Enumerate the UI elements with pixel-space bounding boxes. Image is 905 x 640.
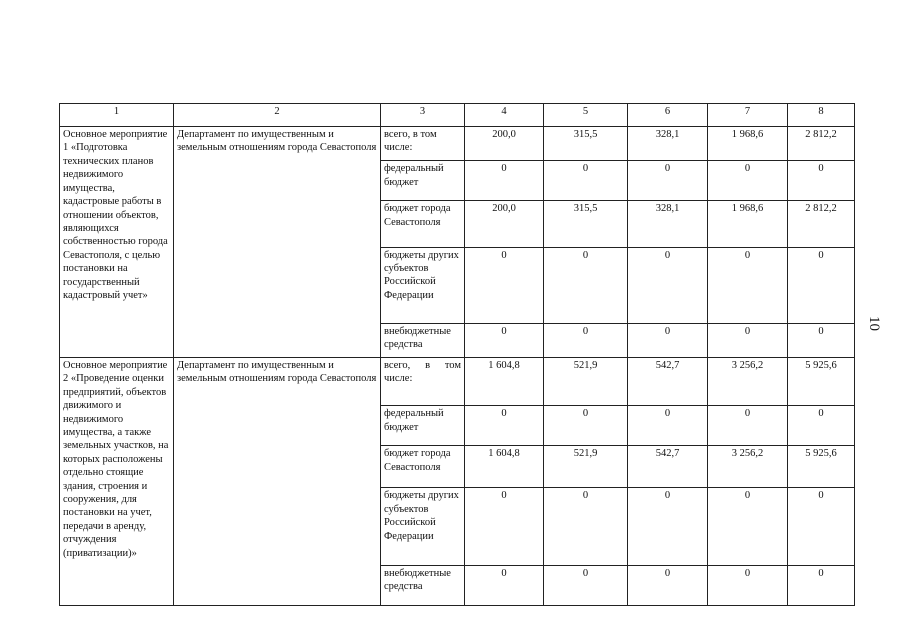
value-cell: 0 [544, 488, 628, 565]
value-cell: 542,7 [628, 446, 708, 488]
column-header: 1 [60, 104, 174, 127]
value-cell: 0 [544, 406, 628, 446]
column-header: 2 [174, 104, 381, 127]
value-cell: 0 [708, 247, 788, 323]
value-cell: 521,9 [544, 357, 628, 405]
value-cell: 0 [544, 161, 628, 201]
value-cell: 0 [708, 323, 788, 357]
value-cell: 0 [544, 247, 628, 323]
executor: Департамент по имущественным и земельным отношениям города Севастополя [174, 127, 381, 358]
value-cell: 0 [465, 488, 544, 565]
budget-table [59, 103, 855, 606]
value-cell: 0 [788, 323, 855, 357]
value-cell: 0 [465, 323, 544, 357]
value-cell: 0 [628, 488, 708, 565]
value-cell: 0 [628, 406, 708, 446]
header-row [60, 104, 855, 127]
funding-source: федеральный бюджет [381, 161, 465, 201]
value-cell: 0 [465, 565, 544, 605]
value-cell: 0 [788, 406, 855, 446]
value-cell: 315,5 [544, 201, 628, 247]
funding-source: внебюджетные средства [381, 565, 465, 605]
value-cell: 315,5 [544, 127, 628, 161]
funding-source: всего, в том числе: [381, 127, 465, 161]
value-cell: 0 [788, 565, 855, 605]
funding-source: всего, в том числе: [381, 357, 465, 405]
page-number: 10 [866, 316, 882, 331]
column-header: 8 [788, 104, 855, 127]
column-header: 5 [544, 104, 628, 127]
value-cell: 1 968,6 [708, 201, 788, 247]
funding-source: бюджет города Севастополя [381, 201, 465, 247]
value-cell: 2 812,2 [788, 201, 855, 247]
value-cell: 3 256,2 [708, 357, 788, 405]
value-cell: 200,0 [465, 127, 544, 161]
value-cell: 1 604,8 [465, 357, 544, 405]
table-row [60, 127, 855, 161]
value-cell: 0 [708, 488, 788, 565]
value-cell: 0 [708, 565, 788, 605]
value-cell: 0 [544, 565, 628, 605]
activity-name: Основное мероприятие 1 «Подготовка технических планов недвижимого имущества, кадастровые работы в отношении объектов, являющихся собственностью города Севастополя, с целью постановки на государственный кадастровый учет» [60, 127, 174, 358]
value-cell: 0 [788, 247, 855, 323]
funding-source: внебюджетные средства [381, 323, 465, 357]
value-cell: 200,0 [465, 201, 544, 247]
funding-source: бюджеты других субъектов Российской Федерации [381, 488, 465, 565]
column-header: 7 [708, 104, 788, 127]
column-header: 4 [465, 104, 544, 127]
value-cell: 0 [788, 488, 855, 565]
value-cell: 0 [544, 323, 628, 357]
value-cell: 5 925,6 [788, 446, 855, 488]
value-cell: 0 [465, 161, 544, 201]
value-cell: 0 [708, 406, 788, 446]
value-cell: 0 [465, 406, 544, 446]
value-cell: 0 [628, 565, 708, 605]
value-cell: 0 [788, 161, 855, 201]
activity-name: Основное мероприятие 2 «Проведение оценки предприятий, объектов движимого и недвижимого имущества, а также земельных участков, на которых расположены отдельно стоящие здания, строения и сооружения, для постановки на учет, передачи в аренду, отчуждения (приватизации)» [60, 357, 174, 605]
value-cell: 0 [628, 323, 708, 357]
value-cell: 0 [628, 161, 708, 201]
value-cell: 1 968,6 [708, 127, 788, 161]
table-row [60, 357, 855, 405]
value-cell: 5 925,6 [788, 357, 855, 405]
funding-source: бюджет города Севастополя [381, 446, 465, 488]
column-header: 3 [381, 104, 465, 127]
value-cell: 3 256,2 [708, 446, 788, 488]
value-cell: 328,1 [628, 127, 708, 161]
value-cell: 0 [628, 247, 708, 323]
value-cell: 1 604,8 [465, 446, 544, 488]
value-cell: 542,7 [628, 357, 708, 405]
value-cell: 0 [465, 247, 544, 323]
executor: Департамент по имущественным и земельным отношениям города Севастополя [174, 357, 381, 605]
value-cell: 328,1 [628, 201, 708, 247]
funding-source: федеральный бюджет [381, 406, 465, 446]
value-cell: 2 812,2 [788, 127, 855, 161]
value-cell: 521,9 [544, 446, 628, 488]
funding-source: бюджеты других субъектов Российской Федерации [381, 247, 465, 323]
value-cell: 0 [708, 161, 788, 201]
column-header: 6 [628, 104, 708, 127]
